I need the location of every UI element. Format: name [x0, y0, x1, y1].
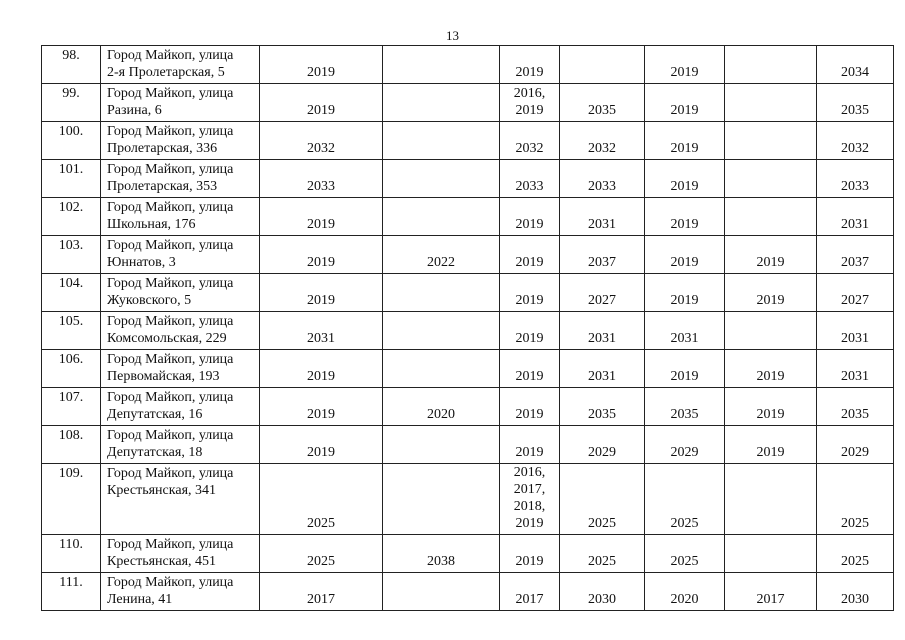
year-cell: 2019 [725, 426, 817, 464]
year-cell [383, 122, 500, 160]
year-cell: 2030 [560, 573, 645, 611]
year-cell: 2019 [725, 274, 817, 312]
year-cell: 2019 [260, 198, 383, 236]
year-cell: 2019 [260, 350, 383, 388]
address-line: Город Майкоп, улица [107, 537, 234, 552]
table-row [42, 350, 894, 388]
year-cell: 2031 [817, 312, 894, 350]
year-cell: 2032 [560, 122, 645, 160]
year-line: 2019 [515, 516, 544, 531]
year-cell: 2034 [817, 46, 894, 84]
table-row [42, 464, 894, 535]
year-line: 2019 [515, 255, 544, 270]
address-line: Пролетарская, 353 [107, 179, 218, 194]
year-cell: 2031 [645, 312, 725, 350]
year-line: 2019 [515, 65, 544, 80]
row-number: 103. [42, 236, 101, 274]
year-cell: 2017 [260, 573, 383, 611]
table-row [42, 573, 894, 611]
year-cell: 2019 [645, 198, 725, 236]
year-cell [500, 535, 560, 573]
year-cell: 2019 [260, 426, 383, 464]
address-cell [101, 573, 260, 611]
table-row [42, 236, 894, 274]
address-line: Город Майкоп, улица [107, 466, 234, 481]
year-line: 2019 [515, 293, 544, 308]
year-line: 2019 [515, 369, 544, 384]
year-cell: 2019 [725, 350, 817, 388]
year-cell: 2025 [560, 535, 645, 573]
year-cell: 2020 [645, 573, 725, 611]
year-cell: 2029 [560, 426, 645, 464]
row-number: 104. [42, 274, 101, 312]
address-cell [101, 274, 260, 312]
year-cell: 2035 [817, 84, 894, 122]
year-cell [725, 122, 817, 160]
year-cell: 2033 [260, 160, 383, 198]
year-cell: 2019 [645, 274, 725, 312]
address-line: Школьная, 176 [107, 217, 196, 232]
row-number: 101. [42, 160, 101, 198]
year-cell: 2019 [260, 236, 383, 274]
address-line: Юннатов, 3 [107, 255, 176, 270]
year-line: 2017, [513, 482, 546, 497]
address-cell [101, 312, 260, 350]
year-cell: 2019 [645, 236, 725, 274]
year-cell [383, 312, 500, 350]
address-line: Ленина, 41 [107, 592, 173, 607]
year-cell [725, 84, 817, 122]
address-line: Город Майкоп, улица [107, 276, 234, 291]
year-cell: 2019 [645, 160, 725, 198]
address-cell [101, 350, 260, 388]
year-cell: 2031 [560, 350, 645, 388]
address-cell [101, 388, 260, 426]
address-cell [101, 426, 260, 464]
year-line: 2019 [515, 103, 544, 118]
year-line: 2019 [515, 217, 544, 232]
address-line: Комсомольская, 229 [107, 331, 227, 346]
address-cell [101, 198, 260, 236]
address-line: Разина, 6 [107, 103, 162, 118]
year-cell: 2019 [260, 274, 383, 312]
year-cell: 2037 [560, 236, 645, 274]
address-line: Город Майкоп, улица [107, 575, 234, 590]
address-line: Крестьянская, 341 [107, 483, 217, 498]
table-row [42, 122, 894, 160]
year-cell [383, 84, 500, 122]
address-line: Город Майкоп, улица [107, 314, 234, 329]
table-row [42, 84, 894, 122]
year-cell [725, 312, 817, 350]
year-cell [383, 350, 500, 388]
year-cell: 2037 [817, 236, 894, 274]
year-cell [500, 236, 560, 274]
address-cell [101, 46, 260, 84]
year-cell: 2027 [560, 274, 645, 312]
row-number: 110. [42, 535, 101, 573]
address-line: Первомайская, 193 [107, 369, 220, 384]
year-cell: 2019 [645, 84, 725, 122]
year-cell: 2035 [645, 388, 725, 426]
year-cell: 2017 [725, 573, 817, 611]
year-cell: 2025 [560, 464, 645, 535]
year-line: 2032 [515, 141, 544, 156]
year-cell: 2031 [560, 312, 645, 350]
year-line: 2016, [513, 86, 546, 101]
address-line: Депутатская, 18 [107, 445, 203, 460]
row-number: 100. [42, 122, 101, 160]
row-number: 107. [42, 388, 101, 426]
year-cell [725, 46, 817, 84]
year-line: 2019 [515, 407, 544, 422]
year-line: 2019 [515, 331, 544, 346]
year-cell: 2019 [260, 84, 383, 122]
year-cell: 2031 [260, 312, 383, 350]
address-line: Город Майкоп, улица [107, 390, 234, 405]
year-line: 2017 [515, 592, 544, 607]
address-line: Город Майкоп, улица [107, 48, 234, 63]
table-row [42, 535, 894, 573]
year-cell: 2032 [817, 122, 894, 160]
registry-table [41, 45, 894, 611]
year-cell: 2019 [725, 236, 817, 274]
year-cell: 2030 [817, 573, 894, 611]
address-line: Город Майкоп, улица [107, 124, 234, 139]
year-line: 2019 [515, 445, 544, 460]
year-cell: 2033 [560, 160, 645, 198]
year-cell: 2031 [817, 350, 894, 388]
year-cell: 2027 [817, 274, 894, 312]
row-number: 102. [42, 198, 101, 236]
year-cell: 2025 [260, 464, 383, 535]
address-line: Депутатская, 16 [107, 407, 203, 422]
year-line: 2033 [515, 179, 544, 194]
year-cell: 2025 [645, 464, 725, 535]
year-cell [500, 464, 560, 535]
year-cell: 2029 [817, 426, 894, 464]
year-line: 2016, [513, 465, 546, 480]
address-cell [101, 84, 260, 122]
address-cell [101, 122, 260, 160]
year-cell [725, 160, 817, 198]
table-row [42, 160, 894, 198]
table-row [42, 426, 894, 464]
year-cell: 2035 [560, 84, 645, 122]
row-number: 111. [42, 573, 101, 611]
address-line: Крестьянская, 451 [107, 554, 217, 569]
year-line: 2019 [515, 554, 544, 569]
address-line: Пролетарская, 336 [107, 141, 218, 156]
year-cell [500, 573, 560, 611]
year-cell [500, 426, 560, 464]
year-cell [383, 426, 500, 464]
year-cell: 2031 [560, 198, 645, 236]
year-cell: 2029 [645, 426, 725, 464]
year-cell [383, 464, 500, 535]
table-row [42, 312, 894, 350]
year-cell: 2019 [260, 388, 383, 426]
year-cell: 2019 [645, 350, 725, 388]
year-cell [500, 46, 560, 84]
year-cell: 2038 [383, 535, 500, 573]
year-cell [725, 198, 817, 236]
page-number: 13 [446, 28, 459, 43]
year-cell [560, 46, 645, 84]
year-cell [500, 312, 560, 350]
year-cell [383, 198, 500, 236]
year-cell [383, 573, 500, 611]
address-line: Город Майкоп, улица [107, 162, 234, 177]
year-cell: 2022 [383, 236, 500, 274]
address-cell [101, 464, 260, 535]
address-line: Город Майкоп, улица [107, 86, 234, 101]
year-cell [500, 122, 560, 160]
year-cell: 2025 [817, 464, 894, 535]
address-line: Город Майкоп, улица [107, 352, 234, 367]
year-cell [383, 274, 500, 312]
table-row [42, 388, 894, 426]
year-cell [500, 388, 560, 426]
year-cell [500, 350, 560, 388]
row-number: 98. [42, 46, 101, 84]
address-line: Город Майкоп, улица [107, 238, 234, 253]
year-line: 2018, [513, 499, 546, 514]
year-cell [500, 274, 560, 312]
year-cell: 2025 [817, 535, 894, 573]
row-number: 105. [42, 312, 101, 350]
address-line: 2-я Пролетарская, 5 [107, 65, 225, 80]
year-cell [500, 160, 560, 198]
year-cell: 2032 [260, 122, 383, 160]
row-number: 99. [42, 84, 101, 122]
year-cell: 2025 [260, 535, 383, 573]
year-cell: 2035 [817, 388, 894, 426]
row-number: 108. [42, 426, 101, 464]
row-number: 109. [42, 464, 101, 535]
year-cell [725, 464, 817, 535]
table-row [42, 46, 894, 84]
year-cell: 2033 [817, 160, 894, 198]
year-cell [383, 46, 500, 84]
address-cell [101, 535, 260, 573]
year-cell: 2031 [817, 198, 894, 236]
year-cell: 2020 [383, 388, 500, 426]
year-cell [500, 198, 560, 236]
address-cell [101, 160, 260, 198]
registry-body [42, 46, 894, 611]
year-cell [725, 535, 817, 573]
year-cell [383, 160, 500, 198]
address-cell [101, 236, 260, 274]
address-line: Жуковского, 5 [107, 293, 192, 308]
row-number: 106. [42, 350, 101, 388]
address-line: Город Майкоп, улица [107, 200, 234, 215]
year-cell: 2019 [645, 122, 725, 160]
address-line: Город Майкоп, улица [107, 428, 234, 443]
table-row [42, 198, 894, 236]
year-cell: 2019 [645, 46, 725, 84]
year-cell: 2035 [560, 388, 645, 426]
year-cell: 2019 [725, 388, 817, 426]
year-cell [500, 84, 560, 122]
year-cell: 2025 [645, 535, 725, 573]
year-cell: 2019 [260, 46, 383, 84]
table-row [42, 274, 894, 312]
